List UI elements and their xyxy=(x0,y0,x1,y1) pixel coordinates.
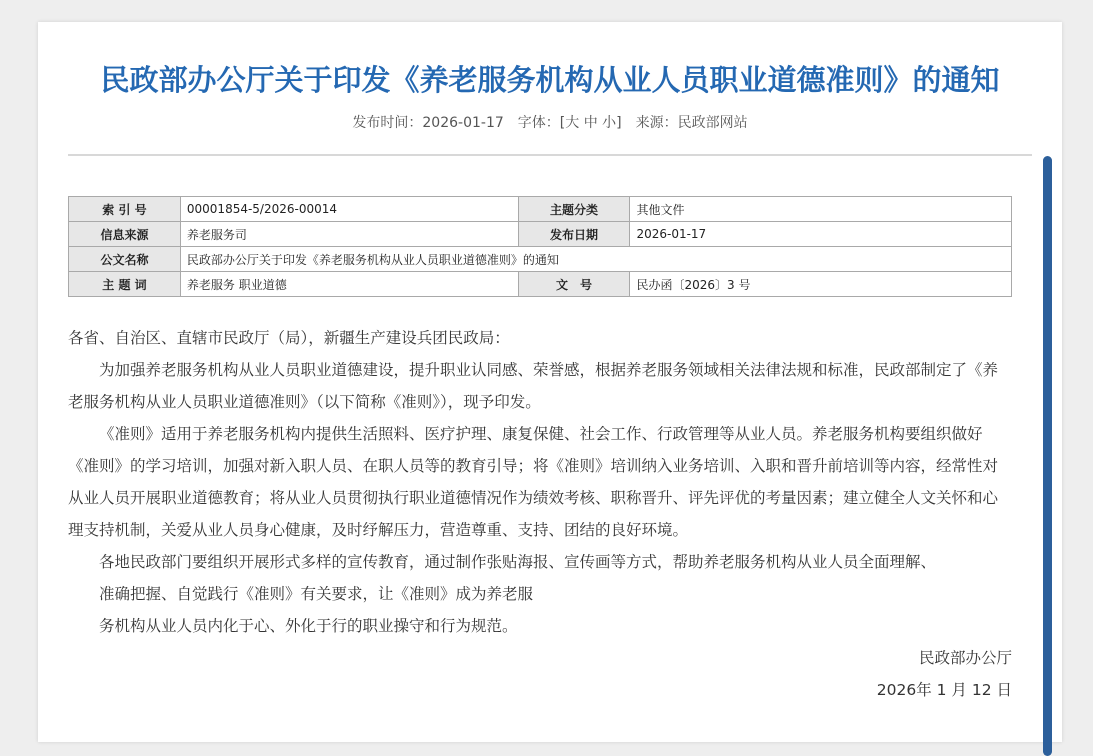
font-size-label: 字体： xyxy=(517,115,560,131)
info-source-value: 养老服务司 xyxy=(180,222,518,247)
doc-name-label: 公文名称 xyxy=(69,247,181,272)
body-paragraph-1: 为加强养老服务机构从业人员职业道德建设，提升职业认同感、荣誉感，根据养老服务领域相关法律法规和标准，民政部制定了《养老服务机构从业人员职业道德准则》（以下简称《准则》），现予印发。 xyxy=(68,361,999,411)
date-label: 发布日期 xyxy=(518,222,630,247)
font-size-bracket-close: ] xyxy=(616,115,622,131)
salutation: 各省、自治区、直辖市民政厅（局），新疆生产建设兵团民政局： xyxy=(68,329,510,347)
publish-date: 2026-01-17 xyxy=(422,115,504,131)
info-row-source xyxy=(69,222,1012,247)
source-label: 来源： xyxy=(635,115,678,131)
signature: 民政部办公厅 xyxy=(918,649,1012,667)
title-divider xyxy=(68,154,1032,156)
font-size-small-link[interactable]: 小 xyxy=(602,115,617,131)
document-info-table xyxy=(68,196,1012,297)
font-size-bracket-open: [ xyxy=(559,115,566,131)
index-value: 00001854-5/2026-00014 xyxy=(180,197,518,222)
index-label: 索 引 号 xyxy=(69,197,181,222)
signature-date: 2026年 1 月 12 日 xyxy=(876,681,1012,699)
body-paragraph-3-line-3: 务机构从业人员内化于心、外化于行的职业操守和行为规范。 xyxy=(99,617,518,635)
date-value: 2026-01-17 xyxy=(630,222,1012,247)
keywords-value: 养老服务 职业道德 xyxy=(180,272,518,297)
source-value: 民政部网站 xyxy=(677,115,748,131)
doc-name-value: 民政部办公厅关于印发《养老服务机构从业人员职业道德准则》的通知 xyxy=(180,247,1011,272)
category-value: 其他文件 xyxy=(630,197,1012,222)
body-paragraph-2: 《准则》适用于养老服务机构内提供生活照料、医疗护理、康复保健、社会工作、行政管理等从业人员。养老服务机构要组织做好《准则》的学习培训，加强对新入职人员、在职人员等的教育引导；将《准则》培训纳入业务培训、入职和晋升前培训等内容，经常性对从业人员开展职业道德教育；将从业人员贯彻执行职业道德情况作为绩效考核、职称晋升、评先评优的考量因素；建立健全人文关怀和心理支持机制，关爱从业人员身心健康，及时纾解压力，营造尊重、支持、团结的良好环境。 xyxy=(68,425,999,539)
article-body xyxy=(68,322,1012,706)
info-row-keywords xyxy=(69,272,1012,297)
article-page xyxy=(38,22,1062,742)
article-title: 民政部办公厅关于印发《养老服务机构从业人员职业道德准则》的通知 xyxy=(100,63,1000,97)
scrollbar-thumb[interactable] xyxy=(1043,156,1052,756)
body-paragraph-3-line-1: 各地民政部门要组织开展形式多样的宣传教育，通过制作张贴海报、宣传画等方式，帮助养老服务机构从业人员全面理解、 xyxy=(99,553,937,571)
doc-no-value: 民办函〔2026〕3 号 xyxy=(630,272,1012,297)
font-size-large-link[interactable]: 大 xyxy=(565,115,580,131)
publish-label: 发布时间： xyxy=(352,115,423,131)
info-row-index xyxy=(69,197,1012,222)
info-source-label: 信息来源 xyxy=(69,222,181,247)
font-size-medium-link[interactable]: 中 xyxy=(583,115,598,131)
keywords-label: 主 题 词 xyxy=(69,272,181,297)
article-meta xyxy=(38,113,1062,133)
category-label: 主题分类 xyxy=(518,197,630,222)
body-paragraph-3-line-2: 准确把握、自觉践行《准则》有关要求，让《准则》成为养老服 xyxy=(99,585,534,603)
doc-no-label: 文 号 xyxy=(518,272,630,297)
info-row-doc-name xyxy=(69,247,1012,272)
